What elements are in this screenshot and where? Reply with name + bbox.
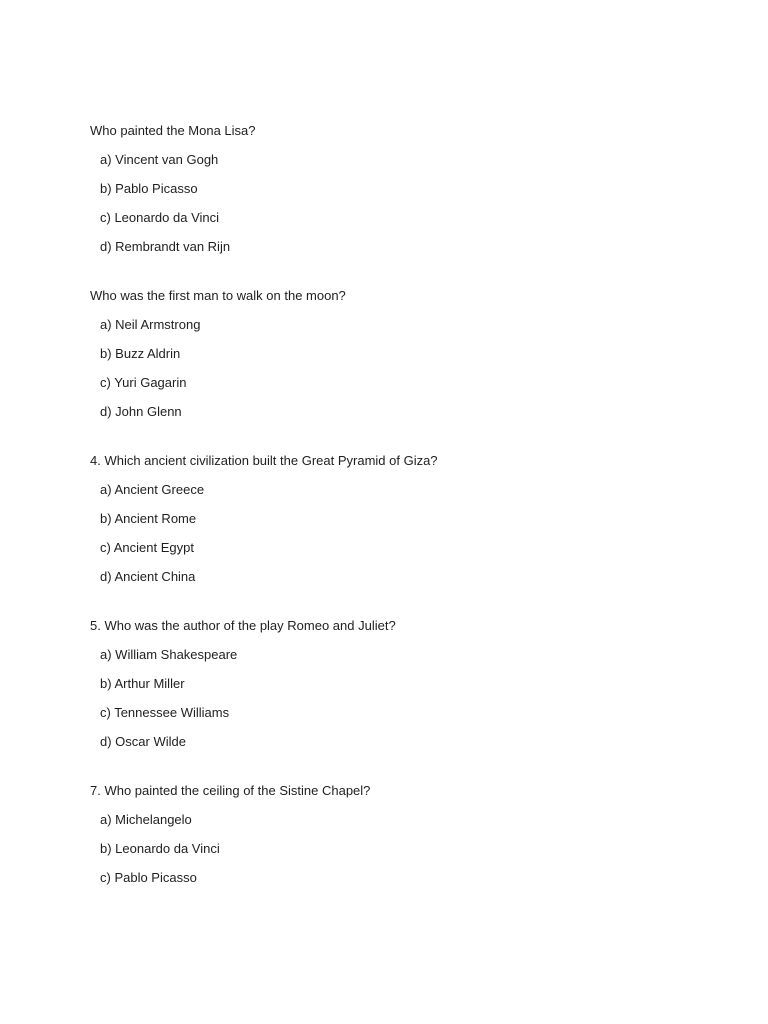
answer-option: d) John Glenn	[100, 404, 182, 419]
question-text: Who painted the Mona Lisa?	[90, 123, 256, 138]
question-block	[90, 781, 730, 888]
answer-option: a) Ancient Greece	[100, 482, 205, 497]
answer-option: b) Buzz Aldrin	[100, 346, 181, 361]
answer-option: b) Leonardo da Vinci	[100, 841, 220, 856]
answer-option: c) Yuri Gagarin	[100, 375, 187, 390]
answer-option: b) Pablo Picasso	[100, 181, 198, 196]
answer-option: c) Ancient Egypt	[100, 540, 194, 555]
question-text: 7. Who painted the ceiling of the Sistine Chapel?	[90, 783, 371, 798]
question-text: Who was the first man to walk on the moon?	[90, 288, 346, 303]
quiz-list	[90, 121, 730, 917]
question-block	[90, 286, 730, 422]
answer-option: c) Pablo Picasso	[100, 870, 197, 885]
answer-option: a) Michelangelo	[100, 812, 192, 827]
question-block	[90, 121, 730, 257]
answer-option: b) Ancient Rome	[100, 511, 197, 526]
answer-option: d) Ancient China	[100, 569, 196, 584]
question-block	[90, 451, 730, 587]
answer-option: a) Neil Armstrong	[100, 317, 201, 332]
question-text: 4. Which ancient civilization built the Great Pyramid of Giza?	[90, 453, 438, 468]
answer-option: a) Vincent van Gogh	[100, 152, 219, 167]
question-block	[90, 616, 730, 752]
answer-option: a) William Shakespeare	[100, 647, 238, 662]
answer-option: b) Arthur Miller	[100, 676, 185, 691]
question-text: 5. Who was the author of the play Romeo and Juliet?	[90, 618, 396, 633]
answer-option: d) Oscar Wilde	[100, 734, 186, 749]
answer-option: c) Tennessee Williams	[100, 705, 230, 720]
answer-option: d) Rembrandt van Rijn	[100, 239, 231, 254]
answer-option: c) Leonardo da Vinci	[100, 210, 220, 225]
